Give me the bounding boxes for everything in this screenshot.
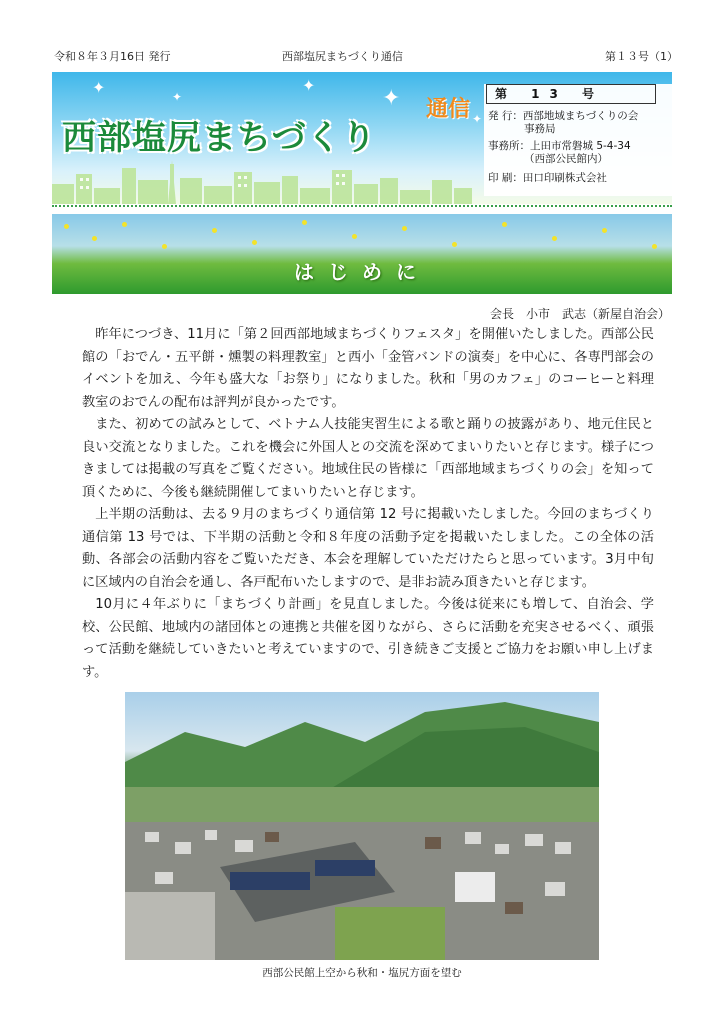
aerial-town-photo	[125, 692, 599, 960]
dotted-divider	[52, 205, 672, 207]
masthead-title: 西部塩尻まちづくり	[62, 118, 377, 158]
publisher-row	[488, 110, 638, 123]
publisher-label: 発 行：	[488, 110, 523, 122]
flower-decoration	[502, 222, 507, 227]
city-skyline-illustration	[52, 160, 472, 204]
office-label: 事務所：	[488, 140, 530, 152]
flower-decoration	[252, 240, 257, 245]
issue-number-box: 第 13 号	[486, 84, 656, 104]
paragraph: 10月に４年ぶりに「まちづくり計画」を見直しました。今後は従来にも増して、自治会、学校、公民館、地域内の諸団体との連携と共催を図りながら、さらに活動を充実させるべく、頑張って活動を継続していきたいと考えていますので、引き続きご支援とご協力をお願い申し上げます。	[82, 597, 654, 680]
flower-decoration	[402, 226, 407, 231]
paragraph: 上半期の活動は、去る９月のまちづくり通信第 12 号に掲載いたしました。今回のまちづくり通信第 13 号では、下半期の活動と令和８年度の活動予定を掲載いたしました。この全体の活動、各部会の活動内容をご覧いただき、本会を理解していただけたらと思っています。3月中旬に区域内の自治会を通し、各戸配布いたしますので、是非お読み頂きたいと存じます。	[82, 507, 654, 590]
flower-decoration	[552, 236, 557, 241]
office-value: 上田市常磐城 5-4-34	[530, 140, 631, 152]
paragraph: また、初めての試みとして、ベトナム人技能実習生による歌と踊りの披露があり、地元住民と良い交流となりました。これを機会に外国人との交流を深めてまいりたいと存じます。様子につきましては掲載の写真をご覧ください。地域住民の皆様に「西部地域まちづくりの会」を知って頂くために、今後も継続開催してまいりたいと存じます。	[82, 417, 654, 500]
sparkle-icon: ✦	[382, 86, 401, 111]
flower-decoration	[352, 234, 357, 239]
aerial-photo-illustration	[125, 692, 599, 960]
flower-decoration	[92, 236, 97, 241]
flower-decoration	[162, 244, 167, 249]
flower-decoration	[652, 244, 657, 249]
issue-date: 令和８年３月16日 発行	[54, 50, 171, 63]
photo-caption: 西部公民館上空から秋和・塩尻方面を望む	[262, 967, 462, 979]
sparkle-icon: ✦	[472, 112, 483, 126]
flower-decoration	[452, 242, 457, 247]
article-body	[82, 324, 654, 684]
section-title: はじめに	[294, 260, 430, 284]
printer-label: 印 刷：	[488, 172, 523, 184]
flower-decoration	[212, 228, 217, 233]
publisher-value: 西部地域まちづくりの会	[522, 110, 639, 122]
sparkle-icon: ✦	[172, 90, 183, 104]
sparkle-icon: ✦	[302, 76, 316, 95]
author-line: 会長 小市 武志（新屋自治会）	[489, 307, 670, 321]
page-header	[50, 48, 678, 68]
printer-row	[488, 172, 607, 185]
issue-page-number: 第１３号（1）	[605, 50, 678, 63]
flower-decoration	[302, 220, 307, 225]
printer-value: 田口印刷株式会社	[522, 172, 607, 184]
flower-decoration	[122, 222, 127, 227]
masthead	[52, 72, 672, 204]
masthead-title-suffix: 通信	[426, 97, 471, 122]
flower-decoration	[64, 224, 69, 229]
office-value-line2: （西部公民館内）	[524, 153, 608, 165]
sparkle-icon: ✦	[92, 78, 106, 97]
publication-info-box	[484, 84, 672, 196]
newsletter-name: 西部塩尻まちづくり通信	[282, 50, 403, 63]
section-banner	[52, 214, 672, 294]
office-row	[488, 140, 631, 153]
flower-decoration	[602, 228, 607, 233]
publisher-value-line2: 事務局	[524, 123, 556, 135]
paragraph: 昨年につづき、11月に「第２回西部地域まちづくりフェスタ」を開催いたしました。西部公民館の「おでん・五平餅・燻製の料理教室」と西小「金管バンドの演奏」を中心に、各専門部会のイベントを加え、今年も盛大な「お祭り」になりました。秋和「男のカフェ」のコーヒーと料理教室のおでんの配布は評判が良かったです。	[82, 327, 654, 410]
